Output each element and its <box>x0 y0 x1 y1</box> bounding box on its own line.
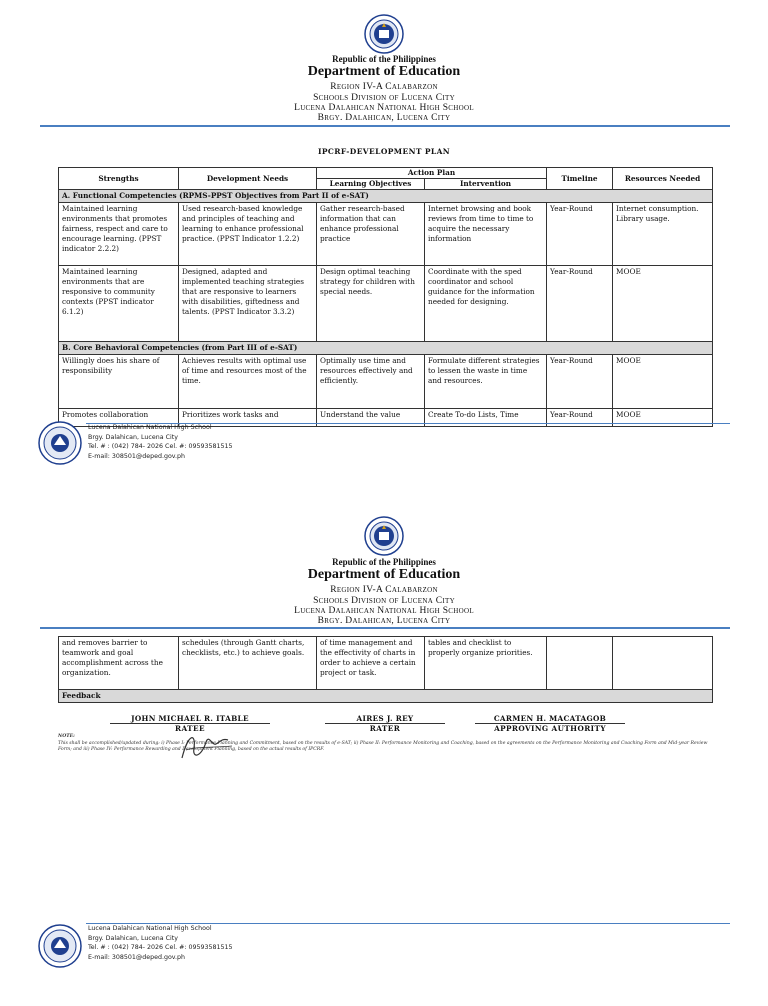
footer-school: Lucena Dalahican National High School <box>88 925 212 932</box>
development-plan-table <box>58 167 713 427</box>
header-rule <box>40 627 730 629</box>
school-label: Lucena Dalahican National High School <box>294 606 474 616</box>
needs-cell: schedules (through Gantt charts, checklists, etc.) to achieve goals. <box>179 637 317 690</box>
needs-cell: Designed, adapted and implemented teaching strategies that are responsive to learners with disabilities, giftedness and talents. (PPST Indicator 3.3.2) <box>179 266 317 342</box>
section-a-heading: A. Functional Competencies (RPMS-PPST Objectives from Part II of e-SAT) <box>59 190 713 203</box>
signatory-role: APPROVING AUTHORITY <box>494 724 606 733</box>
footer-school: Lucena Dalahican National High School <box>88 424 212 431</box>
needs-cell: Prioritizes work tasks and <box>179 409 317 427</box>
strengths-cell: Maintained learning environments that promotes fairness, respect and care to encourage learning. (PPST indicator 2.2.2) <box>59 203 179 266</box>
footer-tel: Tel. # : (042) 784- 2026 Cel. #: 09593581515 <box>88 944 233 951</box>
division-label: Schools Division of Lucena City <box>313 93 455 103</box>
document-title: IPCRF-DEVELOPMENT PLAN <box>317 147 451 156</box>
signatory-role: RATER <box>369 724 401 733</box>
footer-info <box>88 924 233 962</box>
table-row <box>59 203 713 266</box>
footer-email: E-mail: 308501@deped.gov.ph <box>88 452 186 460</box>
timeline-cell: Year-Round <box>547 266 613 342</box>
note-block <box>58 734 718 754</box>
development-needs-header: Development Needs <box>179 168 317 190</box>
resources-cell <box>613 637 713 690</box>
footer-info <box>88 423 233 461</box>
school-logo-icon <box>38 421 82 465</box>
region-label: Region IV-A Calabarzon <box>330 585 438 595</box>
table-row <box>59 266 713 342</box>
signatory-role: RATEE <box>175 724 205 733</box>
intervention-cell: Internet browsing and book reviews from time to time to acquire the necessary information <box>425 203 547 266</box>
note-label: NOTE: <box>58 734 75 739</box>
timeline-cell: Year-Round <box>547 355 613 409</box>
resources-header: Resources Needed <box>613 168 713 190</box>
intervention-header: Intervention <box>425 179 547 190</box>
objectives-cell: of time management and the effectivity of charts in order to achieve a certain project or task. <box>317 637 425 690</box>
resources-cell: MOOE <box>613 409 713 427</box>
strengths-cell: Promotes collaboration <box>59 409 179 427</box>
intervention-cell: Formulate different strategies to lessen the waste in time and resources. <box>425 355 547 409</box>
note-text: This shall be accomplished/updated during: i) Phase I: Performance Planning and Commitment, based on the results of e-SAT; ii) Phase II: Performance Monitoring and Coaching, based on the agreements on the Performance Monitoring and Coaching Form and Mid-year Review Form; and iii) Phase IV: Performance Rewarding and Development Planning, based on the actual results of IPCRF. <box>58 740 708 752</box>
footer-email: E-mail: 308501@deped.gov.ph <box>88 953 186 961</box>
strengths-cell: Maintained learning environments that are responsive to community contexts (PPST indicator 6.1.2) <box>59 266 179 342</box>
signatory-rater <box>325 714 445 733</box>
section-b-heading: B. Core Behavioral Competencies (from Part III of e-SAT) <box>59 342 713 355</box>
development-plan-table-continued <box>58 636 713 703</box>
needs-cell: Achieves results with optimal use of time and resources most of the time. <box>179 355 317 409</box>
objectives-cell: Design optimal teaching strategy for children with special needs. <box>317 266 425 342</box>
intervention-cell: Create To-do Lists, Time <box>425 409 547 427</box>
deped-seal-icon <box>364 14 404 54</box>
table-row <box>59 355 713 409</box>
intervention-cell: tables and checklist to properly organize priorities. <box>425 637 547 690</box>
timeline-header: Timeline <box>547 168 613 190</box>
objectives-cell: Understand the value <box>317 409 425 427</box>
republic-label: Republic of the Philippines <box>332 54 436 64</box>
timeline-cell: Year-Round <box>547 409 613 427</box>
strengths-cell: and removes barrier to teamwork and goal accomplishment across the organization. <box>59 637 179 690</box>
school-logo-icon <box>38 924 82 968</box>
action-plan-header: Action Plan <box>317 168 547 179</box>
address-label: Brgy. Dalahican, Lucena City <box>317 616 451 626</box>
school-label: Lucena Dalahican National High School <box>294 103 474 113</box>
signatory-name: AIRES J. REY <box>325 714 445 724</box>
objectives-cell: Gather research-based information that can enhance professional practice <box>317 203 425 266</box>
intervention-cell: Coordinate with the sped coordinator and school guidance for the information needed for designing. <box>425 266 547 342</box>
feedback-heading: Feedback <box>59 690 713 703</box>
republic-label: Republic of the Philippines <box>332 557 436 567</box>
resources-cell: MOOE <box>613 355 713 409</box>
strengths-header: Strengths <box>59 168 179 190</box>
department-title: Department of Education <box>307 64 461 79</box>
signatory-name: JOHN MICHAEL R. ITABLE <box>110 714 270 724</box>
resources-cell: Internet consumption. Library usage. <box>613 203 713 266</box>
department-title: Department of Education <box>307 567 461 582</box>
footer-address: Brgy. Dalahican, Lucena City <box>88 433 178 441</box>
needs-cell: Used research-based knowledge and principles of teaching and learning to enhance professional practice. (PPST Indicator 1.2.2) <box>179 203 317 266</box>
footer-tel: Tel. # : (042) 784- 2026 Cel. #: 09593581515 <box>88 443 233 450</box>
signatory-approving-authority <box>475 714 625 733</box>
learning-objectives-header: Learning Objectives <box>317 179 425 190</box>
footer-address: Brgy. Dalahican, Lucena City <box>88 934 178 942</box>
address-label: Brgy. Dalahican, Lucena City <box>317 113 451 123</box>
header-rule <box>40 125 730 127</box>
division-label: Schools Division of Lucena City <box>313 596 455 606</box>
deped-seal-icon <box>364 516 404 556</box>
timeline-cell <box>547 637 613 690</box>
objectives-cell: Optimally use time and resources effectively and efficiently. <box>317 355 425 409</box>
strengths-cell: Willingly does his share of responsibility <box>59 355 179 409</box>
signatory-name: CARMEN H. MACATAGOB <box>475 714 625 724</box>
table-row <box>59 637 713 690</box>
timeline-cell: Year-Round <box>547 203 613 266</box>
region-label: Region IV-A Calabarzon <box>330 82 438 92</box>
resources-cell: MOOE <box>613 266 713 342</box>
